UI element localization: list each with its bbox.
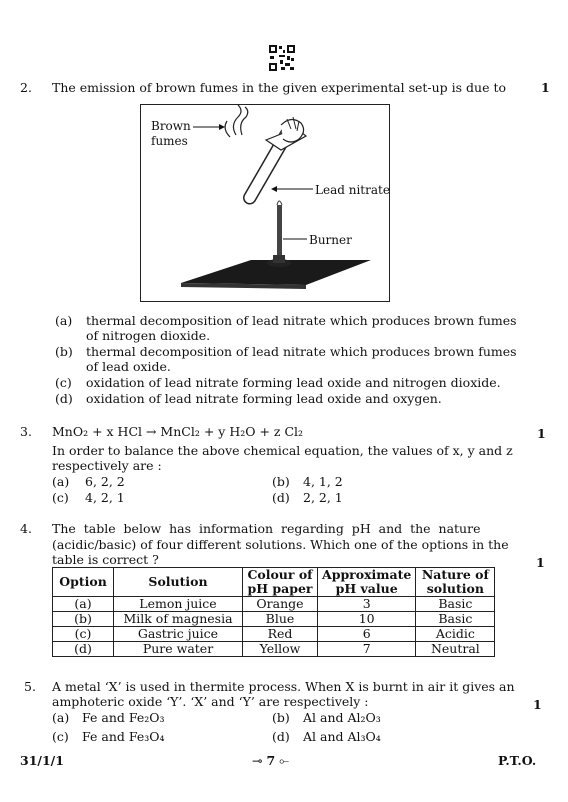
table-cell: Acidic (416, 627, 495, 642)
question-3-equation: MnO₂ + x HCl → MnCl₂ + y H₂O + z Cl₂ (52, 424, 304, 439)
ornament-right-icon: ⟜ (279, 753, 290, 768)
table-cell: Basic (416, 612, 495, 627)
table-row (53, 597, 495, 612)
table-cell: Gastric juice (114, 627, 243, 642)
question-5-number: 5. (24, 679, 36, 694)
label-fumes: fumes (151, 134, 188, 148)
question-2-number: 2. (20, 80, 32, 95)
table-header: Nature of solution (416, 568, 495, 597)
q2-option-a-line1: thermal decomposition of lead nitrate which produces brown fumes (86, 313, 517, 328)
page-number: 7 (266, 753, 276, 768)
question-5-line2: amphoteric oxide ‘Y’. ‘X’ and ‘Y’ are respectively : (52, 694, 369, 709)
q2-option-d-line1: oxidation of lead nitrate forming lead oxide and oxygen. (86, 391, 442, 406)
table-cell: (b) (53, 612, 114, 627)
q3-option-a-value: 6, 2, 2 (85, 474, 125, 489)
q3-option-d-label: (d) (272, 490, 290, 505)
table-cell: 10 (318, 612, 416, 627)
question-4-number: 4. (20, 521, 32, 536)
q5-option-d-label: (d) (272, 729, 290, 744)
question-2-text: The emission of brown fumes in the given experimental set-up is due to (52, 80, 507, 95)
q3-option-d-value: 2, 2, 1 (303, 490, 343, 505)
q2-option-b-line2: of lead oxide. (86, 359, 171, 374)
experiment-diagram (140, 104, 390, 302)
question-5-marks: 1 (533, 697, 542, 712)
q3-option-c-value: 4, 2, 1 (85, 490, 125, 505)
question-3-line1: In order to balance the above chemical equation, the values of x, y and z (52, 443, 513, 458)
page-number-block (252, 753, 289, 768)
q5-option-b-value: Al and Al₂O₃ (303, 710, 381, 725)
q5-option-c-label: (c) (52, 729, 69, 744)
table-row (53, 627, 495, 642)
q2-option-b-line1: thermal decomposition of lead nitrate which produces brown fumes (86, 344, 517, 359)
table-cell: 6 (318, 627, 416, 642)
q2-option-c-line1: oxidation of lead nitrate forming lead oxide and nitrogen dioxide. (86, 375, 501, 390)
pto-label: P.T.O. (498, 753, 537, 768)
q5-option-c-value: Fe and Fe₃O₄ (82, 729, 165, 744)
ph-table (52, 567, 495, 657)
table-cell: 3 (318, 597, 416, 612)
table-header: Approximate pH value (318, 568, 416, 597)
table-cell: Orange (243, 597, 318, 612)
qr-code-icon (268, 44, 296, 72)
q3-option-a-label: (a) (52, 474, 70, 489)
table-header-row (53, 568, 495, 597)
q5-option-d-value: Al and Al₃O₄ (303, 729, 381, 744)
table-row (53, 612, 495, 627)
q2-option-d-label: (d) (55, 391, 73, 406)
table-cell: Lemon juice (114, 597, 243, 612)
q5-option-a-value: Fe and Fe₂O₃ (82, 710, 165, 725)
q3-option-c-label: (c) (52, 490, 69, 505)
q3-option-b-label: (b) (272, 474, 290, 489)
question-3-marks: 1 (537, 426, 546, 441)
ornament-left-icon: ⊸ (252, 753, 263, 768)
table-cell: Milk of magnesia (114, 612, 243, 627)
q2-option-a-label: (a) (55, 313, 73, 328)
question-4-line1: The table below has information regarding pH and the nature (52, 521, 481, 536)
question-4-line3: table is correct ? (52, 552, 159, 567)
table-header: Option (53, 568, 114, 597)
label-lead-nitrate: Lead nitrate (315, 183, 390, 197)
q5-option-a-label: (a) (52, 710, 70, 725)
table-header: Colour of pH paper (243, 568, 318, 597)
table-cell: Red (243, 627, 318, 642)
label-burner: Burner (309, 233, 352, 247)
q5-option-b-label: (b) (272, 710, 290, 725)
question-4-marks: 1 (536, 555, 545, 570)
table-cell: (a) (53, 597, 114, 612)
table-cell: Blue (243, 612, 318, 627)
question-2-marks: 1 (541, 80, 550, 95)
table-cell: 7 (318, 642, 416, 657)
question-5-line1: A metal ‘X’ is used in thermite process. When X is burnt in air it gives an (52, 679, 515, 694)
paper-code: 31/1/1 (20, 753, 64, 768)
table-header: Solution (114, 568, 243, 597)
table-cell: Yellow (243, 642, 318, 657)
q2-option-b-label: (b) (55, 344, 73, 359)
question-4-line2: (acidic/basic) of four different solutions. Which one of the options in the (52, 537, 509, 552)
table-cell: (d) (53, 642, 114, 657)
table-cell: Basic (416, 597, 495, 612)
table-cell: (c) (53, 627, 114, 642)
q2-option-a-line2: of nitrogen dioxide. (86, 328, 211, 343)
question-3-line2: respectively are : (52, 458, 162, 473)
table-row (53, 642, 495, 657)
table-cell: Neutral (416, 642, 495, 657)
label-brown: Brown (151, 119, 191, 133)
question-3-number: 3. (20, 424, 32, 439)
table-cell: Pure water (114, 642, 243, 657)
q3-option-b-value: 4, 1, 2 (303, 474, 343, 489)
q2-option-c-label: (c) (55, 375, 72, 390)
